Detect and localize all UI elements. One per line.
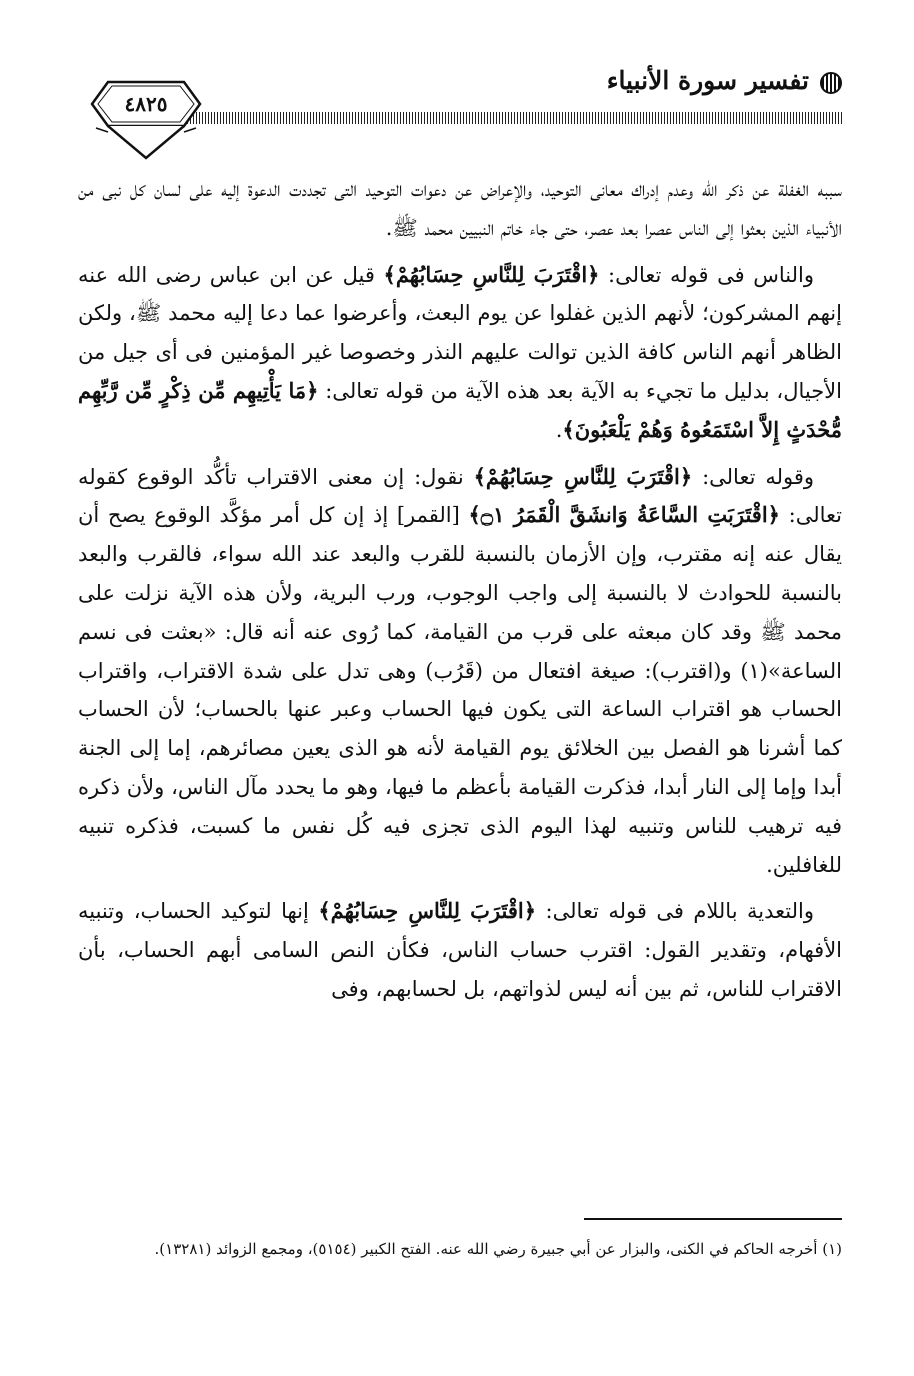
quran-quote: ﴿اقْتَرَبَتِ السَّاعَةُ وَانشَقَّ الْقَمَرُ ۝١﴾ xyxy=(468,502,780,528)
footnote: (١) أخرجه الحاكم في الكنى، والبزار عن أبي جبيرة رضي الله عنه. الفتح الكبير (٥١٥٤)، ومجمع الزوائد (١٣٢٨١). xyxy=(154,1240,842,1258)
paragraph-3: وقوله تعالى: ﴿اقْتَرَبَ لِلنَّاسِ حِسَابُهُمْ﴾ نقول: إن معنى الاقتراب تأكُّد الوقوع كقوله تعالى: ﴿اقْتَرَبَتِ السَّاعَةُ وَانشَقَّ الْقَمَرُ ۝١﴾ [القمر] إذ إن كل أمر مؤكَّد الوقوع يصح أن يقال عنه إنه مقترب، وإن الأزمان بالنسبة للقرب والبعد عند الله سواء، فالقرب والبعد بالنسبة للحوادث لا بالنسبة إلى واجب الوجوب، ورب البرية، ولأن هذه الآية نزلت على محمد ﷺ وقد كان مبعثه على قرب من القيامة، كما رُوى عنه أنه قال: «بعثت فى نسم الساعة»(١) و(اقترب): صيغة افتعال من (قَرُب) وهى تدل على شدة الاقتراب، واقتراب الحساب هو اقتراب الساعة التى يكون فيها الحساب وعبر عنها بالحساب؛ لأن الحساب كما أشرنا هو الفصل بين الخلائق يوم القيامة لأنه هو الذى يعين مصائرهم، إما إلى الجنة أبدا وإما إلى النار أبدا، فذكرت القيامة بأعظم ما فيها، وهو ما يحدد مآل الناس، ولأن ذكره فيه ترهيب للناس وتنبيه لهذا اليوم الذى تجزى فيه كُل نفس ما كسبت، فذكره تنبيه للغافلين. xyxy=(78,463,843,877)
page-header xyxy=(0,0,914,170)
page-number: ٤٨٢٥ xyxy=(124,92,168,116)
main-text xyxy=(78,170,842,1017)
quran-quote: ﴿اقْتَرَبَ لِلنَّاسِ حِسَابُهُمْ﴾ xyxy=(383,261,600,287)
header-rule xyxy=(160,112,842,124)
running-title: تفسير سورة الأنبياء xyxy=(606,66,809,95)
quran-quote: ﴿اقْتَرَبَ لِلنَّاسِ حِسَابُهُمْ﴾ xyxy=(318,898,537,924)
quran-quote: ﴿مَا يَأْتِيهِم مِّن ذِكْرٍ مِّن رَّبِّهِم مُّحْدَثٍ إِلاَّ اسْتَمَعُوهُ وَهُمْ يَلْعَبُونَ﴾ xyxy=(78,377,842,442)
page-badge-frame-icon xyxy=(88,74,204,160)
paragraph-4: والتعدية باللام فى قوله تعالى: ﴿اقْتَرَبَ لِلنَّاسِ حِسَابُهُمْ﴾ إنها لتوكيد الحساب، وتنبيه الأفهام، وتقدير القول: اقترب حساب الناس، فكأن النص السامى أبهم الحساب، بأن الاقتراب للناس، ثم بين أنه ليس لذواتهم، بل لحسابهم، وفى xyxy=(78,898,842,1001)
page-number-badge xyxy=(88,74,204,160)
header-ornament-icon xyxy=(820,72,842,94)
paragraph-1: سببه الغفلة عن ذكر الله وعدم إدراك معانى التوحيد، والإعراض عن دعوات التوحيد التى تجددت الدعوة إليه على لسان كل نبى من الأنبياء الذين بعثوا إلى الناس عصرا بعد عصر، حتى جاء خاتم النبيين محمد ﷺ. xyxy=(78,177,842,240)
footnote-separator xyxy=(584,1218,842,1220)
quran-quote: ﴿اقْتَرَبَ لِلنَّاسِ حِسَابُهُمْ﴾ xyxy=(473,463,693,489)
paragraph-2: والناس فى قوله تعالى: ﴿اقْتَرَبَ لِلنَّاسِ حِسَابُهُمْ﴾ قيل عن ابن عباس رضى الله عنه إنهم المشركون؛ لأنهم الذين غفلوا عن يوم البعث، وأعرضوا عما دعا إليه محمد ﷺ، ولكن الظاهر أنهم الناس كافة الذين توالت عليهم النذر وخصوصا غير المؤمنين فى أى جيل من الأجيال، بدليل ما تجيء به الآية بعد هذه الآية من قوله تعالى: ﴿مَا يَأْتِيهِم مِّن ذِكْرٍ مِّن رَّبِّهِم مُّحْدَثٍ إِلاَّ اسْتَمَعُوهُ وَهُمْ يَلْعَبُونَ﴾. xyxy=(78,261,842,442)
